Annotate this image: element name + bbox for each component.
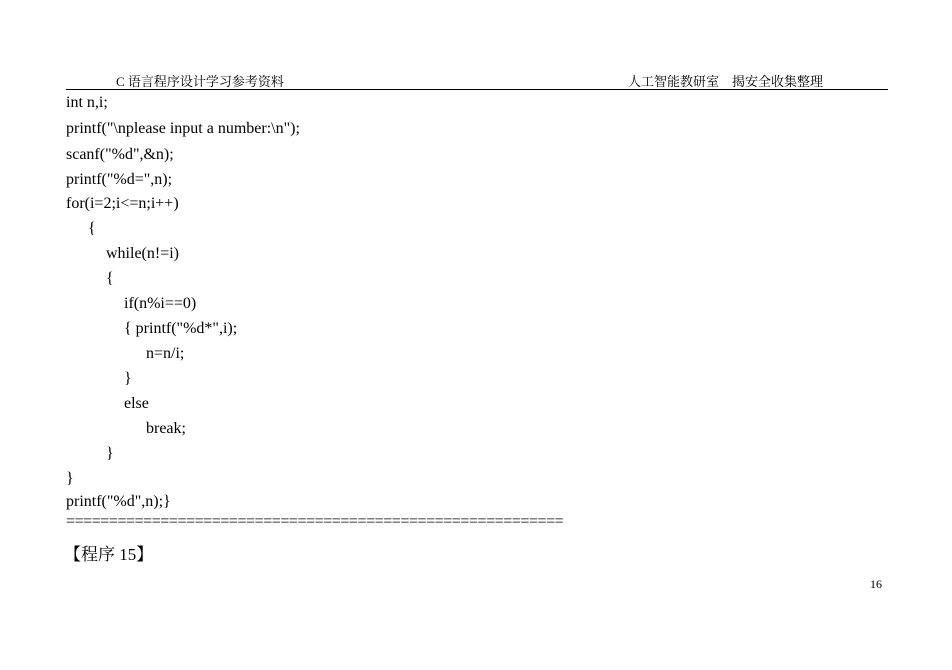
header-left-title: C 语言程序设计学习参考资料 [116, 74, 284, 89]
code-line: while(n!=i) [106, 245, 179, 262]
section-title: 【程序 15】 [64, 545, 154, 564]
code-line: else [124, 395, 149, 412]
code-line: printf("\nplease input a number:\n"); [66, 120, 300, 137]
code-line: { printf("%d*",i); [124, 320, 238, 337]
code-line: } [106, 445, 114, 462]
page-number: 16 [870, 577, 882, 591]
code-line: } [66, 470, 74, 487]
code-line: for(i=2;i<=n;i++) [66, 195, 179, 212]
code-line: int n,i; [66, 94, 108, 111]
page-header [66, 69, 888, 90]
code-line: scanf("%d",&n); [66, 146, 174, 163]
code-line: { [88, 220, 96, 237]
code-line: printf("%d",n);} [66, 493, 171, 510]
code-line: n=n/i; [146, 345, 185, 362]
code-line: break; [146, 420, 186, 437]
code-line: printf("%d=",n); [66, 171, 173, 188]
header-right-title: 人工智能教研室 揭安全收集整理 [628, 74, 824, 89]
code-line: { [106, 270, 114, 287]
code-line: if(n%i==0) [124, 295, 197, 312]
separator-line: ========================================================== [66, 513, 564, 530]
code-line: } [124, 370, 132, 387]
